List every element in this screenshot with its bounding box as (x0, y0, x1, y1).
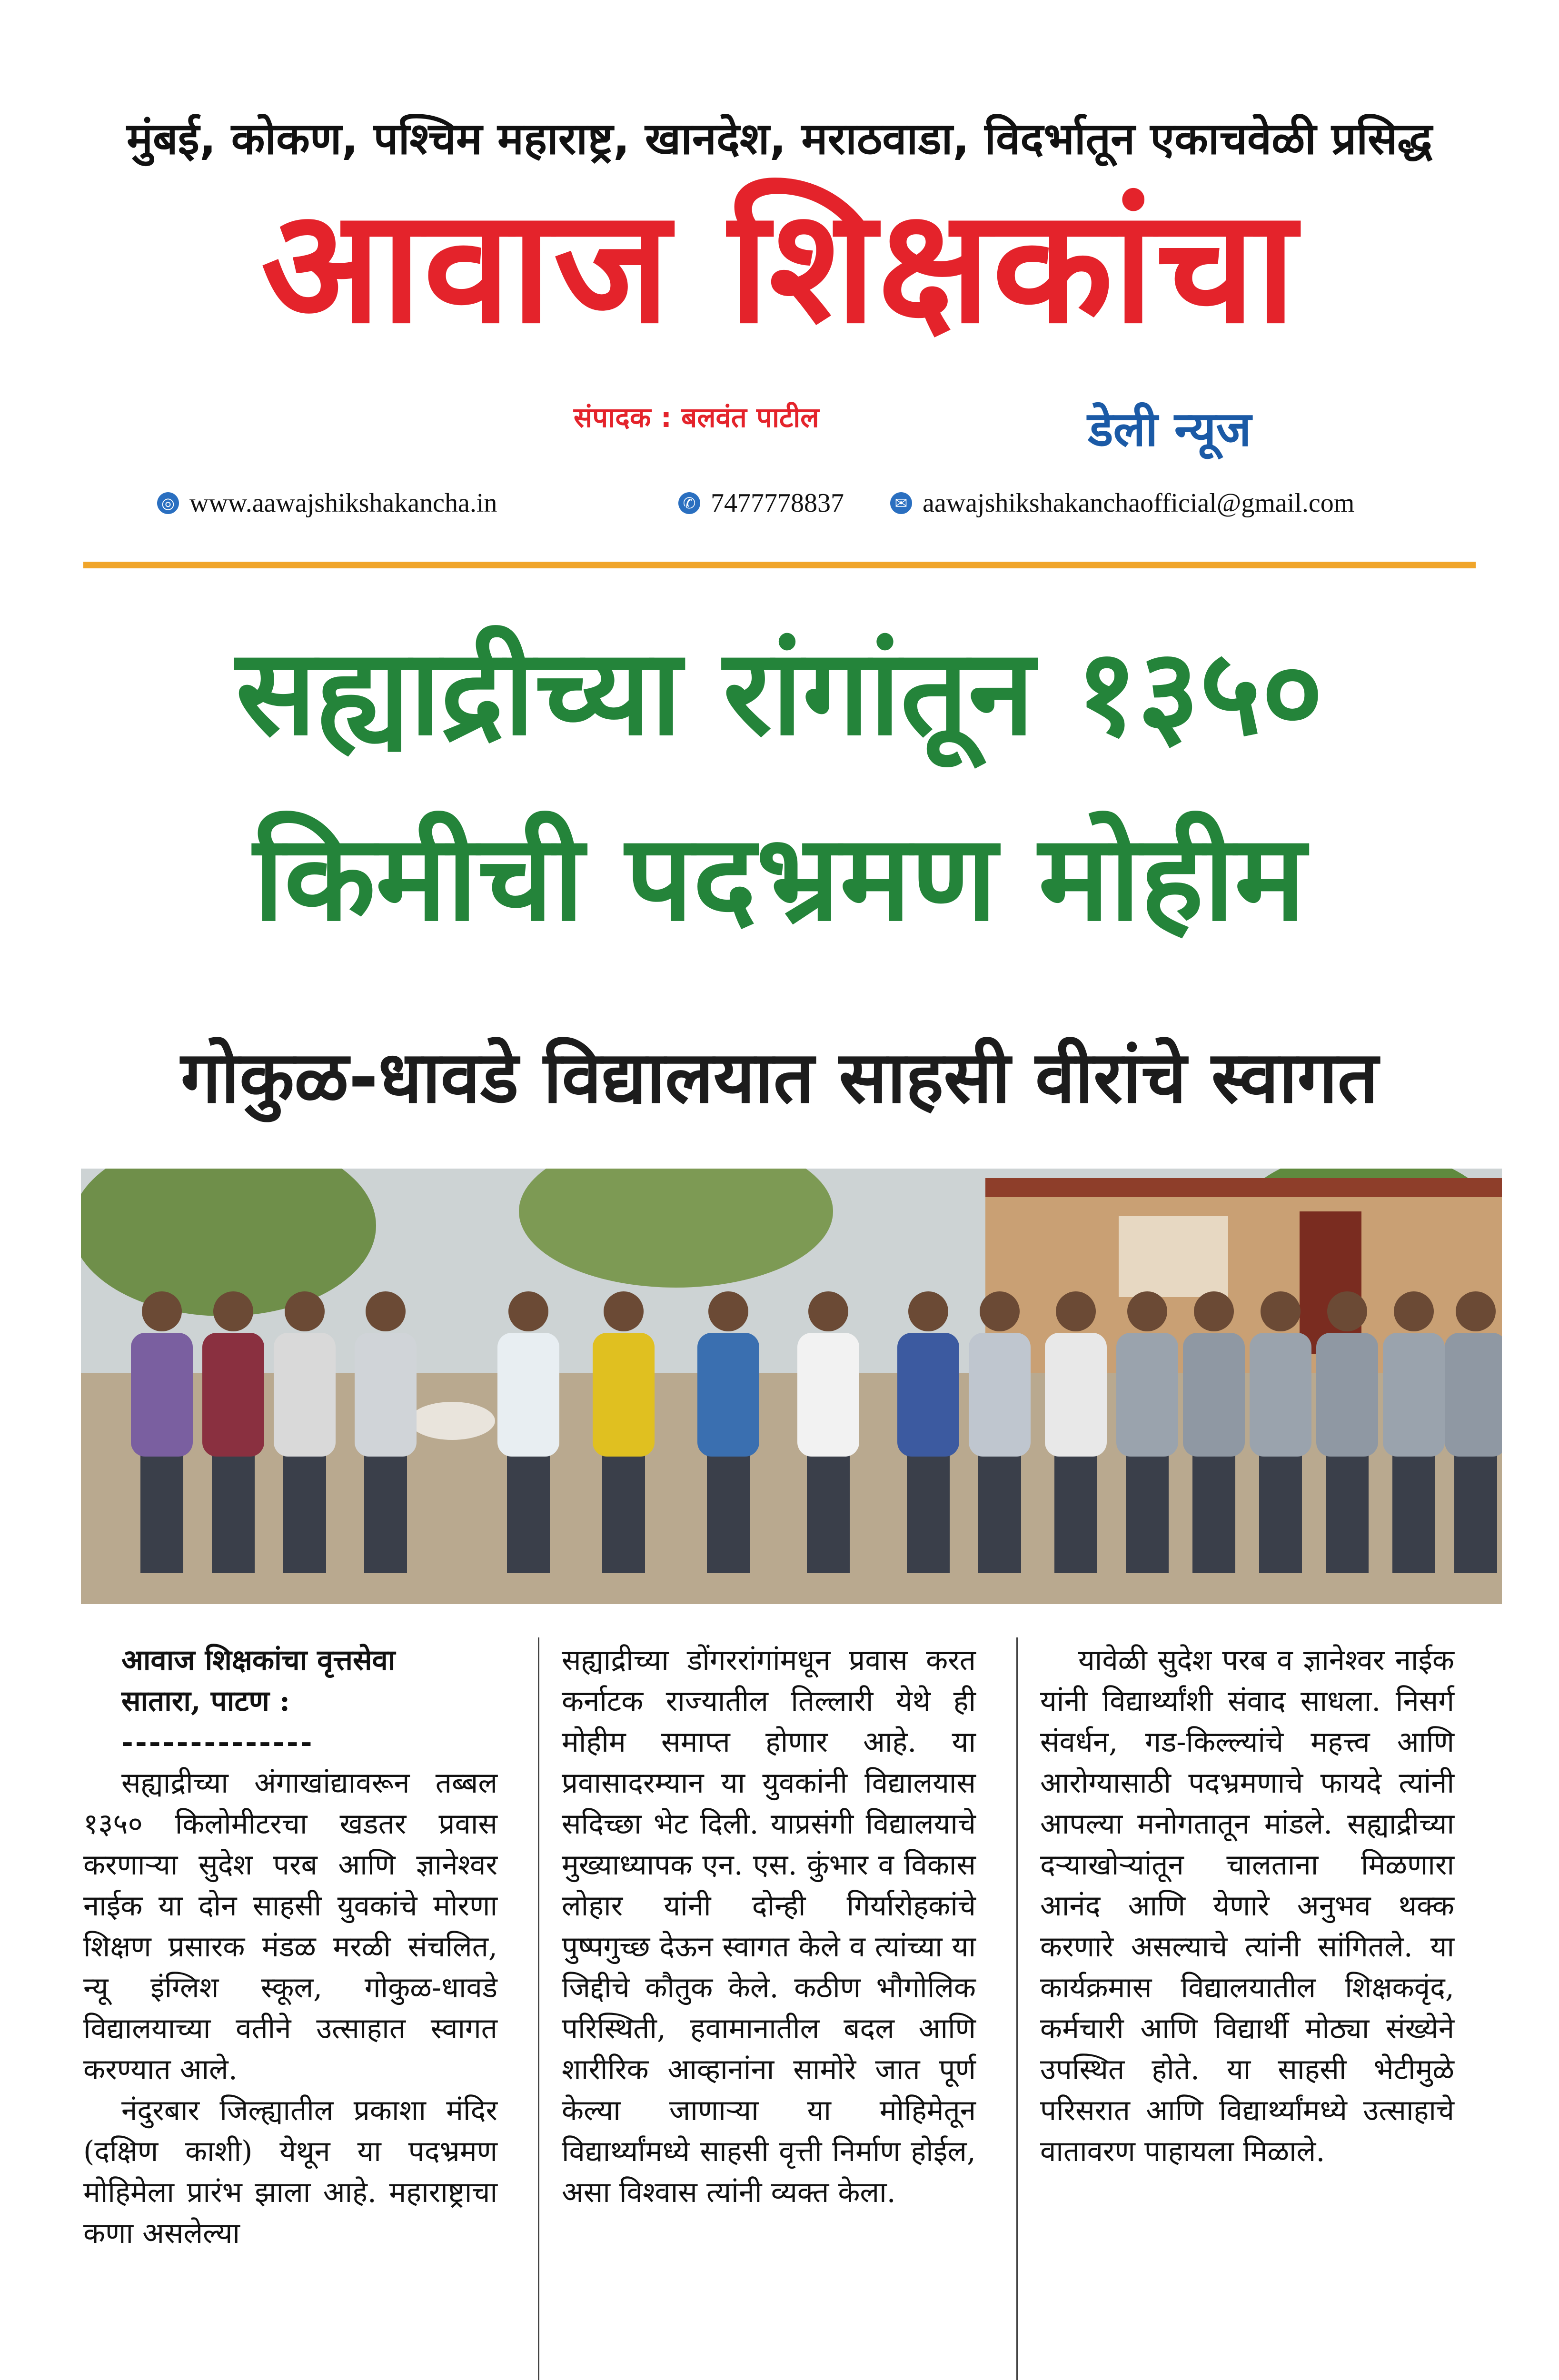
contact-phone[interactable] (678, 488, 844, 518)
masthead-title: आवाज शिक्षकांचा (261, 175, 1298, 358)
article-paragraph: यावेळी सुदेश परब व ज्ञानेश्वर नाईक यांनी विद्यार्थ्यांशी संवाद साधला. निसर्ग संवर्धन, गड-किल्ल्यांचे महत्त्व आणि आरोग्यासाठी पदभ्रमणाचे फायदे त्यांनी आपल्या मनोगतातून मांडले. सह्याद्रीच्या दऱ्याखोऱ्यांतून चालताना मिळणारा आनंद आणि येणारे अनुभव थक्क करणारे असल्याचे त्यांनी सांगितले. या कार्यक्रमास विद्यालयातील शिक्षकवृंद, कर्मचारी आणि विद्यार्थी मोठ्या संख्येने उपस्थित होते. या साहसी भेटीमुळे परिसरात आणि विद्यार्थ्यांमध्ये उत्साहाचे वातावरण पाहायला मिळाले. (1040, 1644, 1454, 2168)
headline-line1: सह्याद्रीच्या रांगांतून १३५० (236, 623, 1323, 762)
article-column-3 (1040, 1640, 1454, 2172)
column-separator (538, 1637, 539, 2380)
byline-place: सातारा, पाटण : (121, 1685, 290, 1718)
phone-icon: ✆ (678, 492, 700, 514)
phone-text: 7477778837 (711, 488, 844, 518)
website-text: www.aawajshikshakancha.in (189, 488, 497, 518)
contact-website[interactable] (157, 488, 497, 518)
email-text: aawajshikshakanchaofficial@gmail.com (923, 488, 1355, 518)
column-separator (1016, 1637, 1018, 2380)
news-photo (81, 1169, 1502, 1604)
article-column-1 (83, 1640, 497, 2254)
header-divider (83, 562, 1476, 568)
email-icon: ✉ (890, 492, 912, 514)
article-paragraph: सह्याद्रीच्या डोंगररांगांमधून प्रवास करत कर्नाटक राज्यातील तिल्लारी येथे ही मोहीम समाप्त होणार आहे. या प्रवासादरम्यान या युवकांनी विद्यालयास सदिच्छा भेट दिली. याप्रसंगी विद्यालयाचे मुख्याध्यापक एन. एस. कुंभार व विकास लोहार यांनी दोन्ही गिर्यारोहकांचे पुष्पगुच्छ देऊन स्वागत केले व त्यांच्या या जिद्दीचे कौतुक केले. कठीण भौगोलिक परिस्थिती, हवामानातील बदल आणि शारीरिक आव्हानांना सामोरे जात पूर्ण केल्या जाणाऱ्या या मोहिमेतून विद्यार्थ्यांमध्ये साहसी वृत्ती निर्माण होईल, असा विश्वास त्यांनी व्यक्त केला. (562, 1644, 976, 2209)
article-paragraph: सह्याद्रीच्या अंगाखांद्यावरून तब्बल १३५० किलोमीटरचा खडतर प्रवास करणाऱ्या सुदेश परब आणि ज्ञानेश्वर नाईक या दोन साहसी युवकांचे मोरणा शिक्षण प्रसारक मंडळ मरळी संचलित, न्यू इंग्लिश स्कूल, गोकुळ-धावडे विद्यालयाच्या वतीने उत्साहात स्वागत करण्यात आले. (83, 1766, 497, 2086)
article-paragraph: नंदुरबार जिल्ह्यातील प्रकाशा मंदिर (दक्षिण काशी) येथून या पदभ्रमण मोहिमेला प्रारंभ झाला आहे. महाराष्ट्राचा कणा असलेल्या (83, 2094, 497, 2250)
editor-credit: संपादक : बलवंत पाटील (574, 401, 819, 434)
group-photo-illustration (81, 1169, 1502, 1604)
globe-icon: ◎ (157, 492, 179, 514)
article-column-2 (562, 1640, 976, 2213)
headline-line2: किमीची पदभ्रमण मोहीम (253, 809, 1306, 947)
contact-email[interactable] (890, 488, 1354, 518)
byline-divider: -------------- (121, 1726, 314, 1759)
byline-service: आवाज शिक्षकांचा वृत्तसेवा (121, 1644, 396, 1677)
subheadline: गोकुळ-धावडे विद्यालयात साहसी वीरांचे स्वागत (180, 1036, 1379, 1119)
masthead-tagline: मुंबई, कोकण, पश्चिम महाराष्ट्र, खानदेश, मराठवाडा, विदर्भातून एकाचवेळी प्रसिद्ध (127, 113, 1432, 164)
edition-label: डेली न्यूज (1088, 401, 1251, 457)
